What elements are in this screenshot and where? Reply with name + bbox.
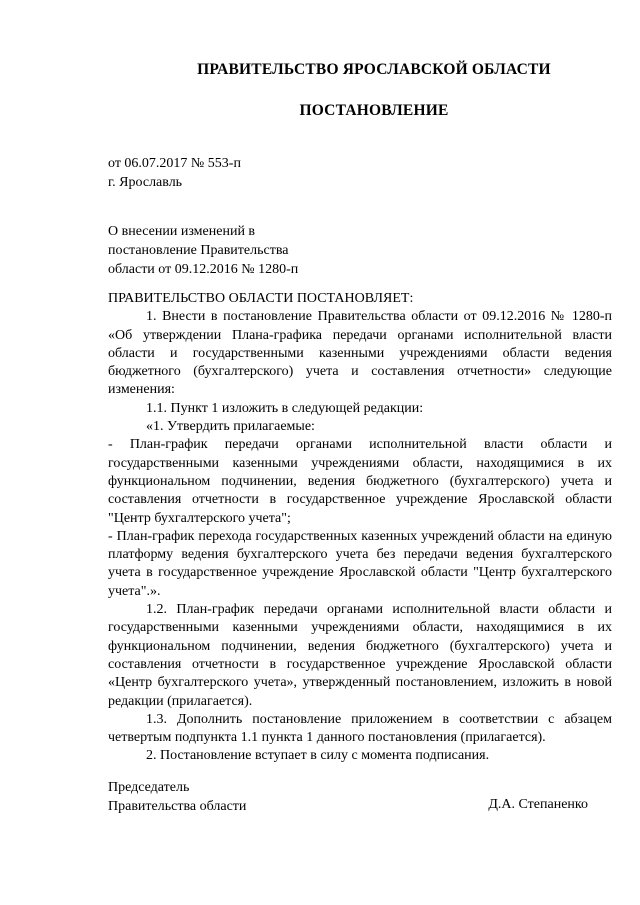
document-meta xyxy=(108,154,241,192)
signatory-name: Д.А. Степаненко xyxy=(488,797,588,812)
document-body xyxy=(108,290,612,766)
document-type-title: ПОСТАНОВЛЕНИЕ xyxy=(299,102,449,119)
signatory-title xyxy=(108,778,246,816)
date-number: от 06.07.2017 № 553-п xyxy=(108,156,241,171)
list-item: - План-график перехода государственных казенных учреждений области на единую платформу ведения бухгалтерского учета без передачи ведения бухгалтерского учета в государственное учреждение Ярославской области "Центр бухгалтерского учета".». xyxy=(108,528,612,599)
subject-line: области от 09.12.2016 № 1280-п xyxy=(108,262,299,277)
paragraph-2: 2. Постановление вступает в силу с момента подписания. xyxy=(146,748,490,764)
signatory-title-line: Правительства области xyxy=(108,799,247,814)
document-subject xyxy=(108,222,298,279)
city: г. Ярославль xyxy=(108,175,183,190)
list-item: - План-график передачи органами исполнительной власти области и государственными казенными учреждениями области, находящимися в их функциональном подчинении, ведения бюджетного (бухгалтерского) учета и составления отчетности в государственное учреждение Ярославской области "Центр бухгалтерского учета"; xyxy=(108,437,612,526)
paragraph-1: 1. Внести в постановление Правительства области от 09.12.2016 № 1280-п «Об утверждении Плана-графика передачи органами исполнительной власти области и государственными казенными учреждениями области ведения бюджетного (бухгалтерского) учета и составления отчетности» следующие изменения: xyxy=(108,309,612,398)
paragraph-1-1: 1.1. Пункт 1 изложить в следующей редакции: xyxy=(146,400,424,416)
subject-line: постановление Правительства xyxy=(108,243,289,258)
signatory-title-line: Председатель xyxy=(108,780,190,795)
paragraph-1-3: 1.3. Дополнить постановление приложением в соответствии с абзацем четвертым подпункта 1.1 пункта 1 данного постановления (прилагается). xyxy=(108,711,612,746)
government-header: ПРАВИТЕЛЬСТВО ЯРОСЛАВСКОЙ ОБЛАСТИ xyxy=(197,61,551,78)
quoted-point-1: «1. Утвердить прилагаемые: xyxy=(146,419,315,435)
paragraph-1-2: 1.2. План-график передачи органами исполнительной власти области и государственными казенными учреждениями области, находящимися в их функциональном подчинении, ведения бюджетного (бухгалтерского) учета и составления отчетности в государственное учреждение Ярославской области «Центр бухгалтерского учета», утвержденный постановлением, изложить в новой редакции (прилагается). xyxy=(108,602,612,709)
subject-line: О внесении изменений в xyxy=(108,224,256,239)
resolution-preamble: ПРАВИТЕЛЬСТВО ОБЛАСТИ ПОСТАНОВЛЯЕТ: xyxy=(108,291,414,306)
